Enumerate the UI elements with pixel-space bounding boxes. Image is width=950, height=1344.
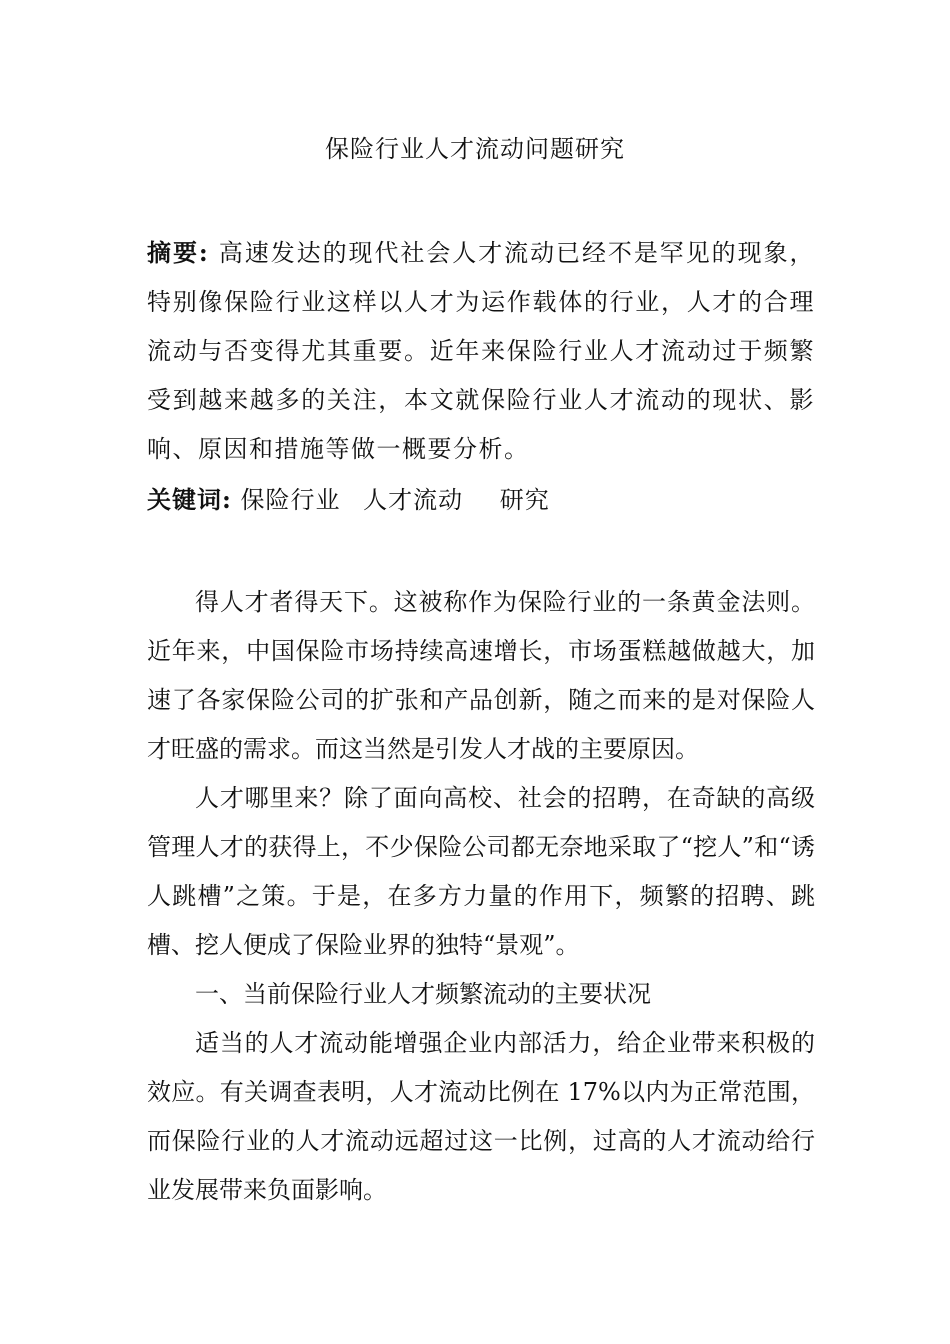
document-title: 保险行业人才流动问题研究 [325, 135, 625, 163]
body-paragraph: 得人才者得天下。这被称作为保险行业的一条黄金法则。近年来，中国保险市场持续高速增长，市场蛋糕越做越大，加速了各家保险公司的扩张和产品创新，随之而来的是对保险人才旺盛的需求。而这当然是引发人才战的主要原因。 [147, 588, 815, 763]
abstract-label: 摘要: [147, 238, 210, 267]
body-paragraph: 人才哪里来？除了面向高校、社会的招聘，在奇缺的高级管理人才的获得上，不少保险公司都无奈地采取了“挖人”和“诱人跳槽”之策。于是，在多方力量的作用下，频繁的招聘、跳槽、挖人便成了保险业界的独特“景观”。 [147, 784, 815, 959]
keyword-item: 研究 [499, 486, 550, 514]
section-heading: 一、当前保险行业人才频繁流动的主要状况 [195, 980, 651, 1008]
keywords-section [147, 475, 815, 525]
abstract-text: 高速发达的现代社会人才流动已经不是罕见的现象，特别像保险行业这样以人才为运作载体的行业，人才的合理流动与否变得尤其重要。近年来保险行业人才流动过于频繁受到越来越多的关注，本文就保险行业人才流动的现状、影响、原因和措施等做一概要分析。 [147, 239, 816, 463]
abstract-section [147, 228, 815, 474]
keyword-item: 人才流动 [363, 486, 464, 514]
keywords-label: 关键词: [147, 485, 232, 514]
keyword-item: 保险行业 [240, 486, 341, 514]
body-text [147, 578, 815, 1215]
body-paragraph: 适当的人才流动能增强企业内部活力，给企业带来积极的效应。有关调查表明，人才流动比例在 17%以内为正常范围，而保险行业的人才流动远超过这一比例，过高的人才流动给行业发展带来负面影响。 [147, 1029, 815, 1204]
